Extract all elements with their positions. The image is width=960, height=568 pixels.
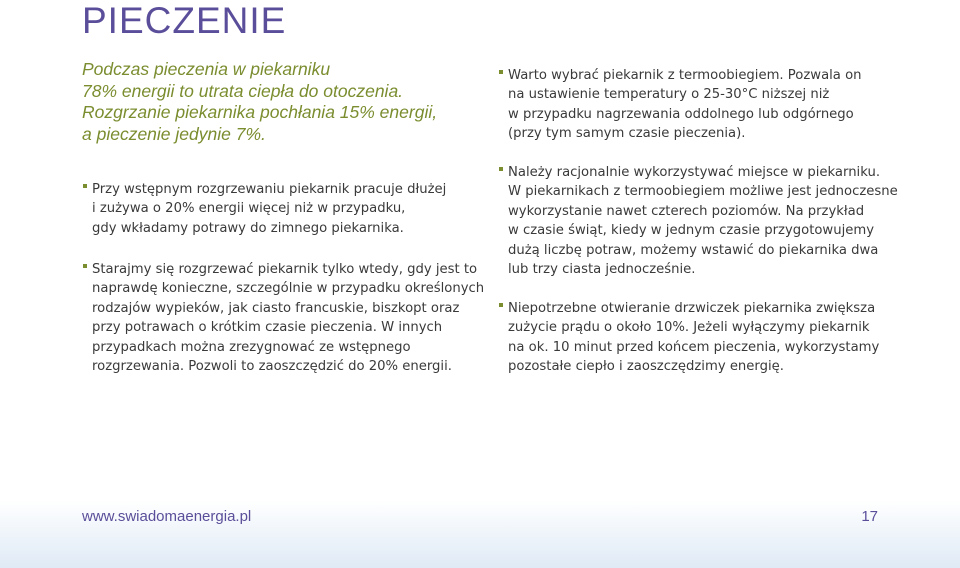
bullet-line: w przypadku nagrzewania oddolnego lub odgórnego — [508, 106, 854, 122]
bullet-convection — [508, 66, 862, 144]
bullet-oven-space — [508, 163, 898, 279]
bullet-line: rozgrzewania. Pozwoli to zaoszczędzić do 20% energii. — [92, 359, 452, 375]
bullet-line: gdy wkładamy potrawy do zimnego piekarnika. — [92, 220, 404, 236]
bullet-line: Przy wstępnym rozgrzewaniu piekarnik pracuje dłużej — [92, 182, 447, 197]
bullet-line: dużą liczbę potraw, możemy wstawić do piekarnika dwa — [508, 242, 879, 258]
bullet-line: przy potrawach o krótkim czasie pieczenia. W innych — [92, 320, 443, 336]
bullet-marker-icon — [83, 264, 87, 268]
bullet-line: pozostałe ciepło i zaoszczędzimy energię. — [508, 359, 784, 375]
bullet-line: i zużywa o 20% energii więcej niż w przypadku, — [92, 201, 406, 217]
bullet-line: naprawdę konieczne, szczególnie w przypadku określonych — [92, 281, 485, 297]
bullet-marker-icon — [83, 184, 87, 188]
bullet-line: rodzajów wypieków, jak ciasto francuskie, biszkopt oraz — [92, 300, 460, 316]
bullet-line: Niepotrzebne otwieranie drzwiczek piekarnika zwiększa — [508, 301, 876, 316]
bullet-line: wykorzystanie nawet czterech poziomów. Na przykład — [508, 203, 865, 219]
bullet-line: W piekarnikach z termoobiegiem możliwe jest jednoczesne — [508, 184, 898, 200]
bullet-line: Starajmy się rozgrzewać piekarnik tylko wtedy, gdy jest to — [92, 262, 478, 277]
bullet-line: (przy tym samym czasie pieczenia). — [508, 126, 746, 142]
bullet-line: przypadkach można zrezygnować ze wstępnego — [92, 339, 411, 355]
page-number: 17 — [861, 508, 878, 525]
bullet-line: zużycie prądu o około 10%. Jeżeli wyłączymy piekarnik — [508, 320, 870, 336]
bullet-line: na ustawienie temperatury o 25-30°C niższej niż — [508, 87, 830, 103]
intro-line: Podczas pieczenia w piekarniku — [82, 59, 331, 79]
page-title: PIECZENIE — [82, 0, 287, 41]
bullet-marker-icon — [499, 303, 503, 307]
bullet-marker-icon — [499, 70, 503, 74]
bullet-marker-icon — [499, 167, 503, 171]
bullet-line: Należy racjonalnie wykorzystywać miejsce w piekarniku. — [508, 165, 881, 180]
bullet-preheating — [92, 180, 446, 238]
bullet-oven-door — [508, 299, 879, 377]
intro-line: a pieczenie jedynie 7%. — [82, 123, 266, 144]
intro-text — [82, 59, 482, 145]
bullet-line: Warto wybrać piekarnik z termoobiegiem. Pozwala on — [508, 68, 862, 83]
footer-website-link[interactable]: www.swiadomaenergia.pl — [82, 508, 252, 525]
intro-line: Rozgrzanie piekarnika pochłania 15% energii, — [82, 102, 438, 122]
intro-line: 78% energii to utrata ciepła do otoczenia. — [82, 80, 404, 101]
bullet-line: na ok. 10 minut przed końcem pieczenia, wykorzystamy — [508, 339, 880, 355]
bullet-line: w czasie świąt, kiedy w jednym czasie przygotowujemy — [508, 223, 874, 239]
bullet-avoid-preheating — [92, 260, 484, 376]
bullet-line: lub trzy ciasta jednocześnie. — [508, 262, 696, 278]
